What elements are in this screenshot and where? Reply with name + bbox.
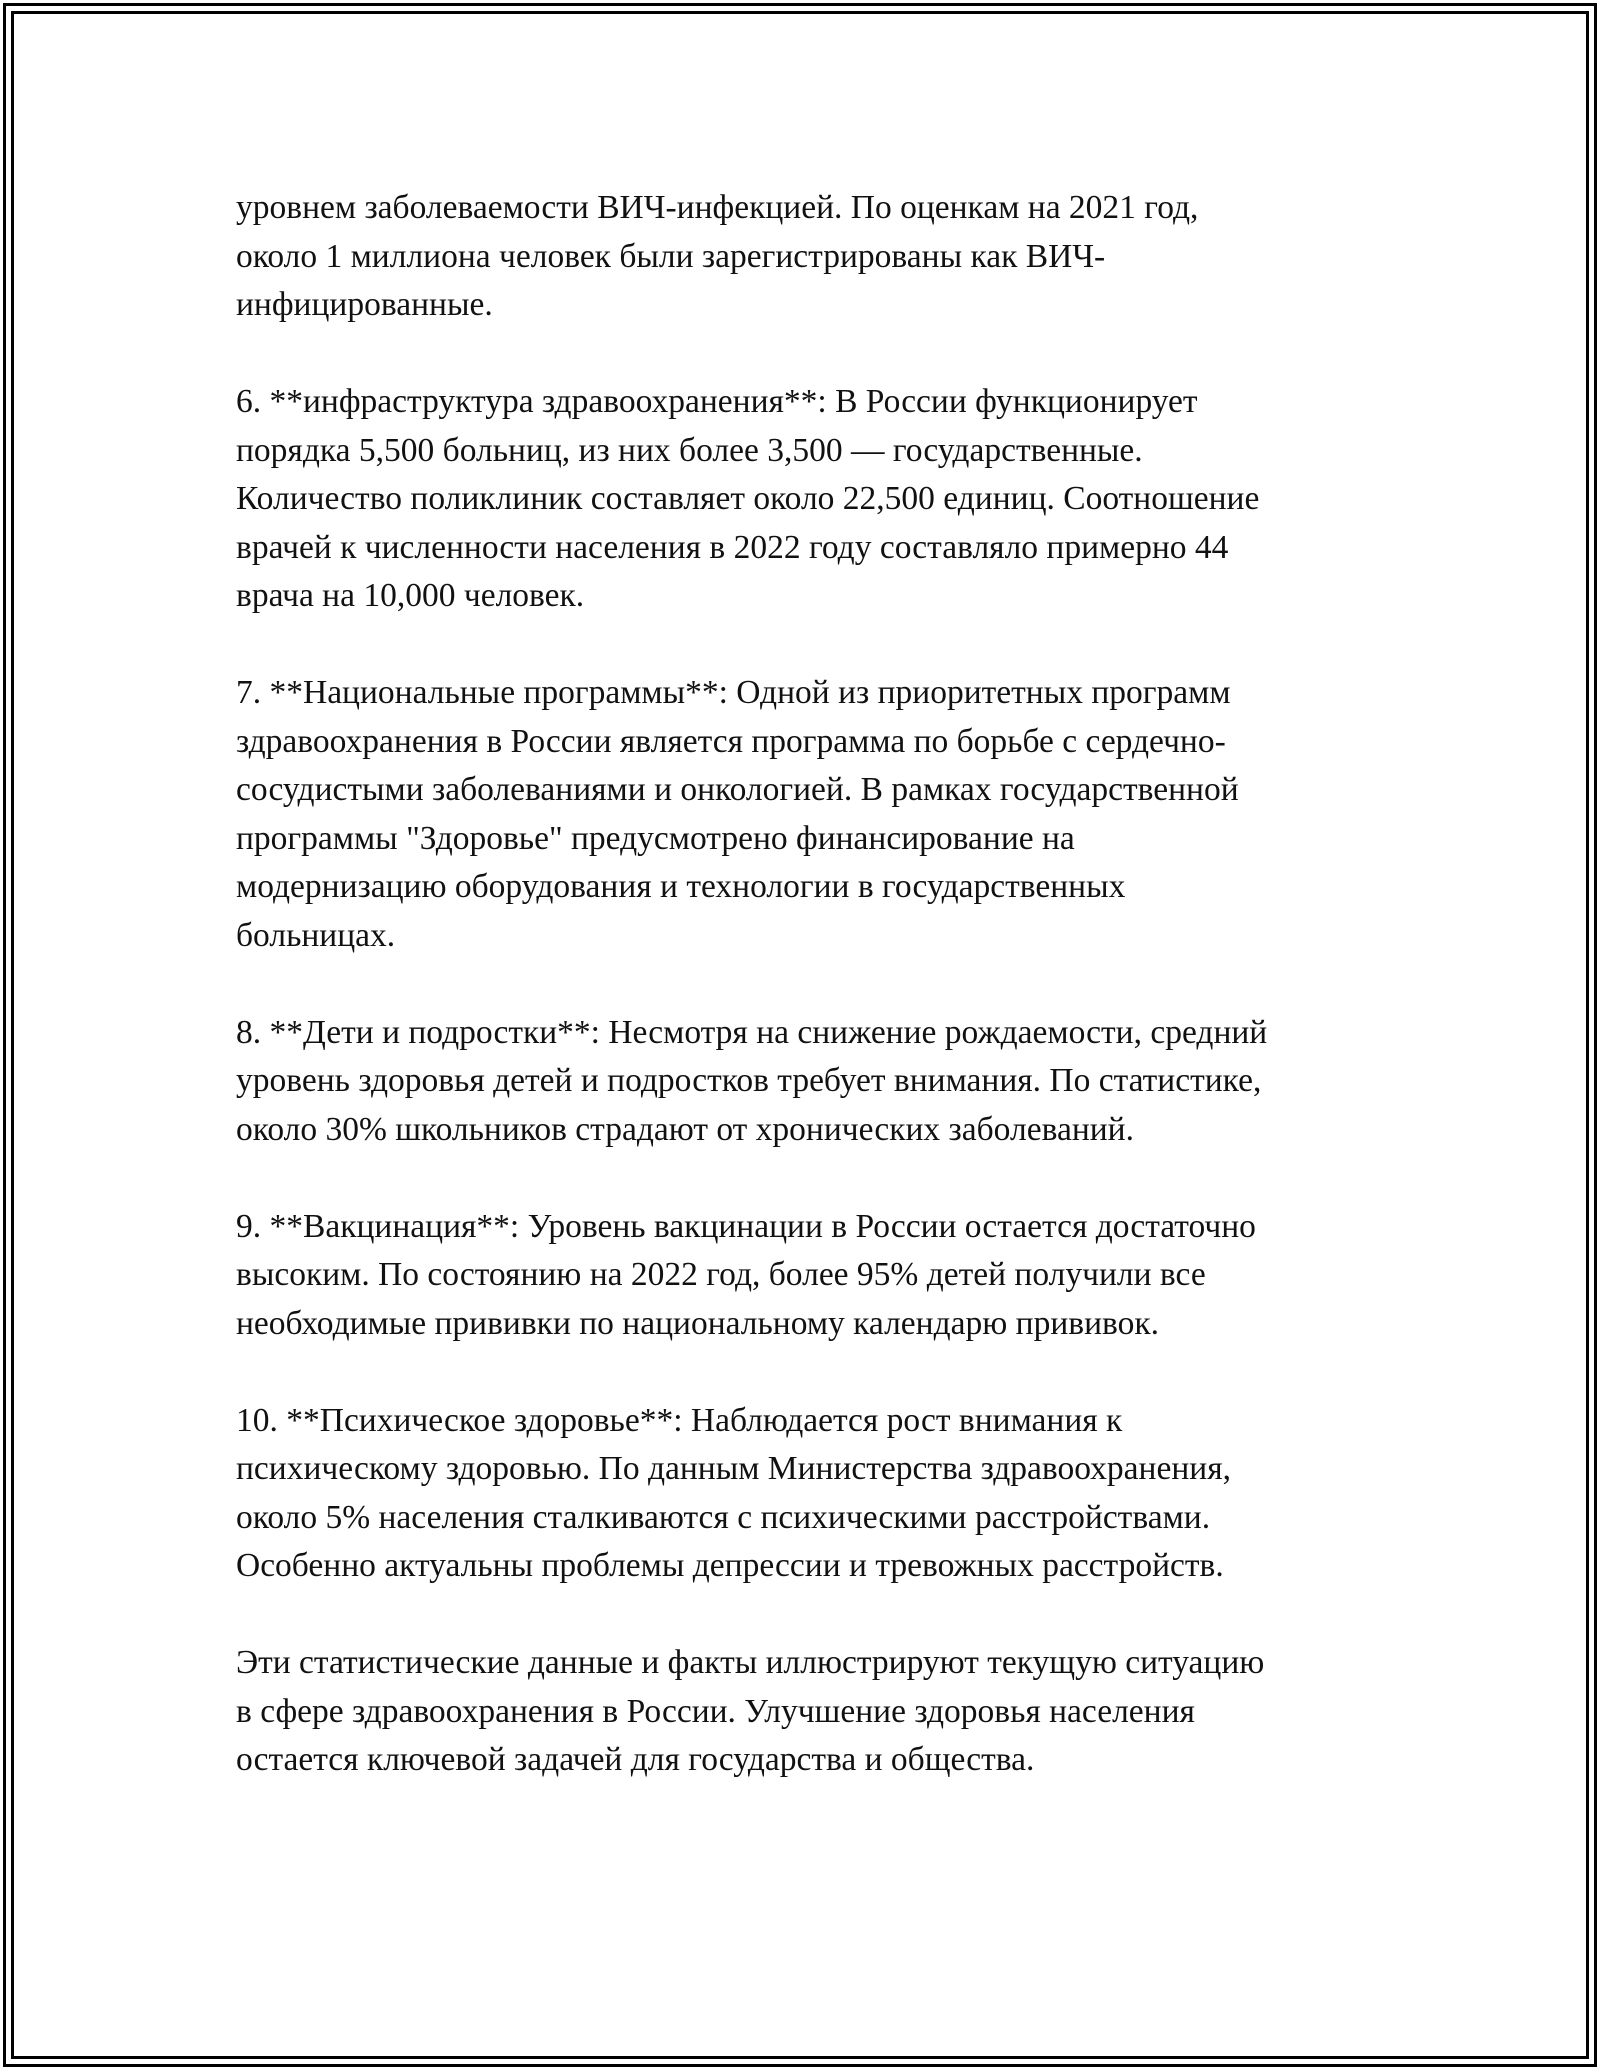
text-line: здравоохранения в России является программа по борьбе с сердечно- bbox=[236, 722, 1226, 760]
text-line: порядка 5,500 больниц, из них более 3,500 — государственные. bbox=[236, 431, 1143, 469]
text-line: Эти статистические данные и факты иллюстрируют текущую ситуацию bbox=[236, 1644, 1265, 1681]
text-line: Особенно актуальны проблемы депрессии и тревожных расстройств. bbox=[236, 1547, 1224, 1584]
text-line: сосудистыми заболеваниями и онкологией. В рамках государственной bbox=[236, 771, 1239, 808]
text-line: необходимые прививки по национальному календарю прививок. bbox=[236, 1304, 1160, 1342]
text-line: уровень здоровья детей и подростков требует внимания. По статистике, bbox=[236, 1062, 1262, 1099]
text-line: около 1 миллиона человек были зарегистрированы как ВИЧ- bbox=[236, 237, 1106, 275]
text-line: остается ключевой задачей для государства и общества. bbox=[236, 1741, 1035, 1778]
text-line: 7. **Национальные программы**: Одной из приоритетных программ bbox=[236, 674, 1231, 711]
text-line: программы "Здоровье" предусмотрено финансирование на bbox=[236, 819, 1075, 857]
paragraph-vaccination bbox=[236, 1203, 1416, 1349]
document-body bbox=[236, 184, 1416, 1833]
text-line: модернизацию оборудования и технологии в государственных bbox=[236, 868, 1126, 905]
text-line: психическому здоровью. По данным Министерства здравоохранения, bbox=[236, 1450, 1231, 1487]
text-line: 10. **Психическое здоровье**: Наблюдается рост внимания к bbox=[236, 1401, 1123, 1439]
text-line: 9. **Вакцинация**: Уровень вакцинации в России остается достаточно bbox=[236, 1207, 1256, 1245]
paragraph-infrastructure bbox=[236, 378, 1416, 621]
text-line: в сфере здравоохранения в России. Улучшение здоровья населения bbox=[236, 1692, 1195, 1730]
text-line: Количество поликлиник составляет около 22,500 единиц. Соотношение bbox=[236, 480, 1260, 517]
text-line: врача на 10,000 человек. bbox=[236, 577, 585, 614]
text-line: около 5% населения сталкиваются с психическими расстройствами. bbox=[236, 1498, 1211, 1536]
paragraph-mental-health bbox=[236, 1397, 1416, 1591]
paragraph-conclusion bbox=[236, 1639, 1416, 1785]
text-line: инфицированные. bbox=[236, 286, 493, 323]
text-line: 6. **инфраструктура здравоохранения**: В России функционирует bbox=[236, 383, 1198, 420]
paragraph-children bbox=[236, 1009, 1416, 1155]
text-line: уровнем заболеваемости ВИЧ-инфекцией. По оценкам на 2021 год, bbox=[236, 189, 1199, 226]
paragraph-hiv-continuation bbox=[236, 184, 1416, 330]
text-line: врачей к численности населения в 2022 году составляло примерно 44 bbox=[236, 528, 1229, 566]
text-line: высоким. По состоянию на 2022 год, более 95% детей получили все bbox=[236, 1256, 1206, 1293]
paragraph-national-programs bbox=[236, 669, 1416, 960]
text-line: около 30% школьников страдают от хронических заболеваний. bbox=[236, 1110, 1134, 1148]
text-line: 8. **Дети и подростки**: Несмотря на снижение рождаемости, средний bbox=[236, 1013, 1268, 1051]
text-line: больницах. bbox=[236, 916, 396, 954]
